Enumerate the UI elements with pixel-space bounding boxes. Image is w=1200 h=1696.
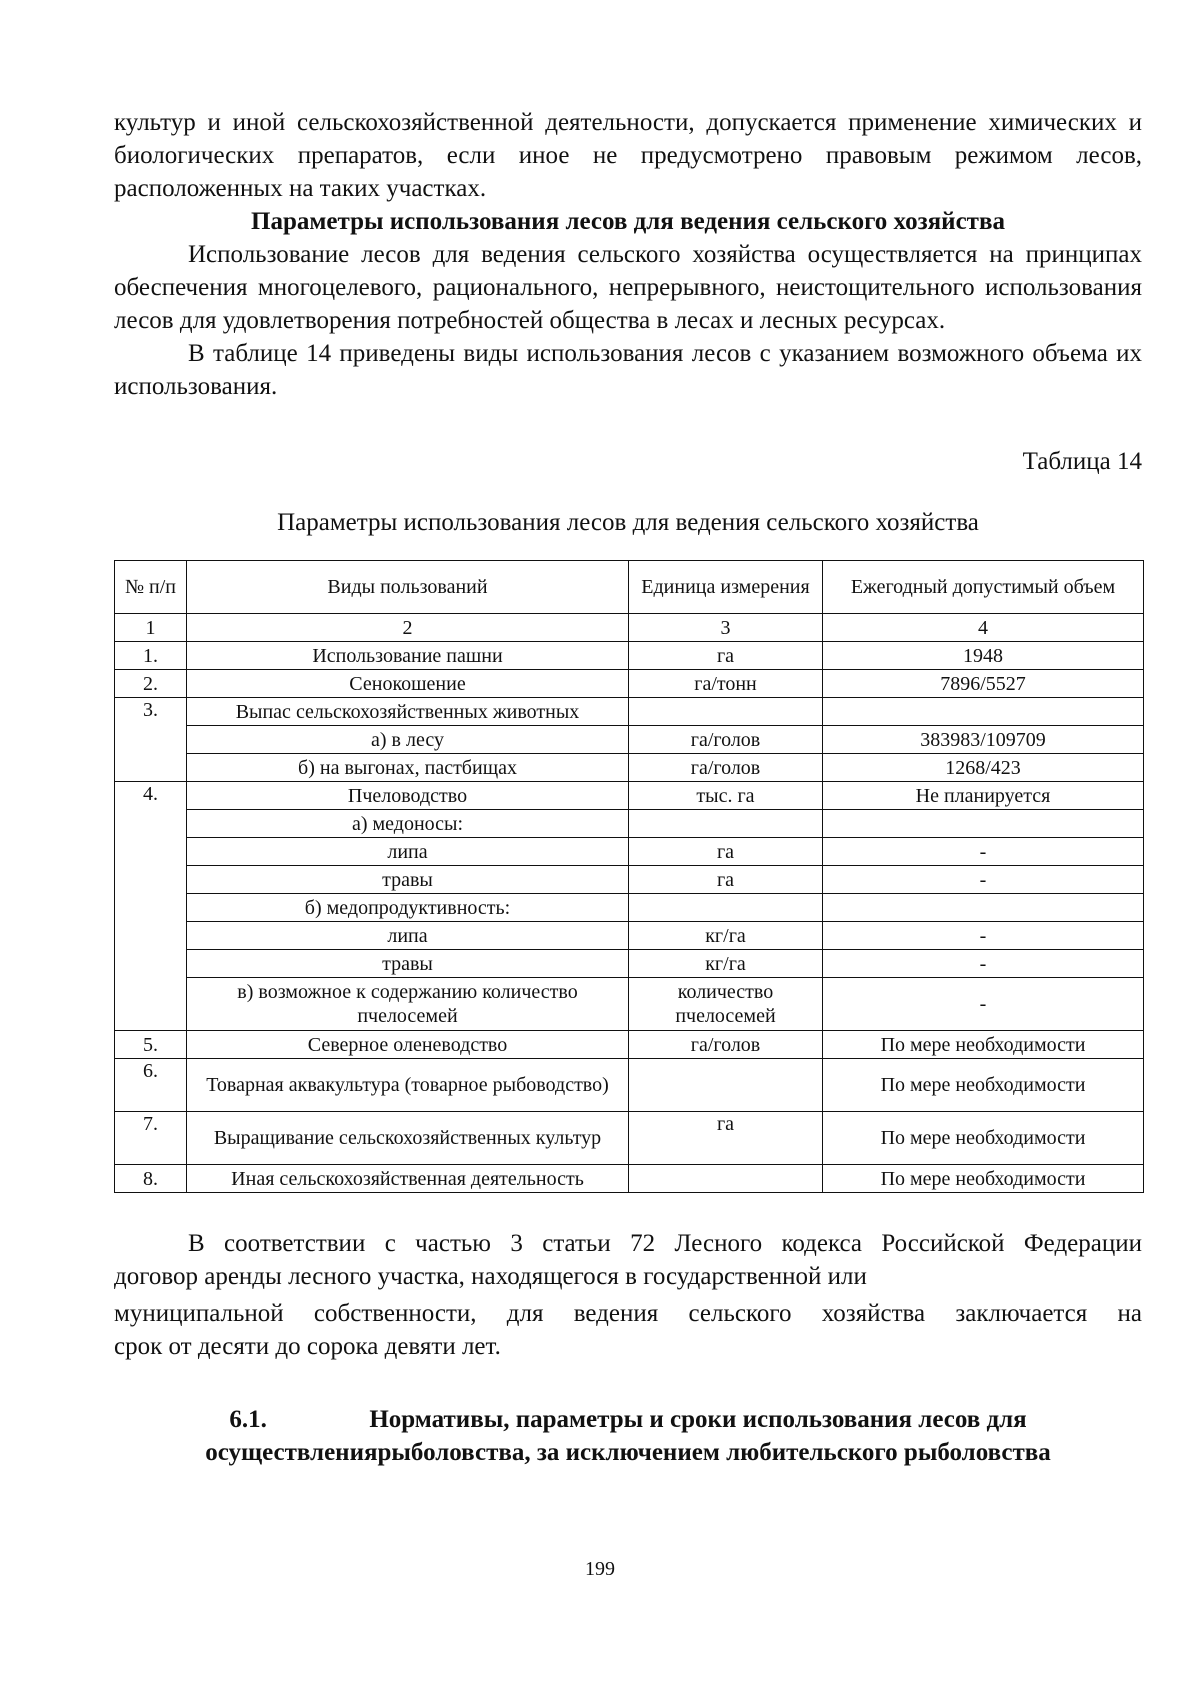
row-type: Использование пашни (187, 642, 629, 670)
row-volume: - (823, 978, 1144, 1031)
row-unit (629, 1165, 823, 1193)
row-type: Выращивание сельскохозяйственных культур (187, 1112, 629, 1165)
header-type: Виды пользований (187, 561, 629, 614)
col-number: 2 (187, 614, 629, 642)
table-row (115, 1031, 1144, 1059)
row-type: Сенокошение (187, 670, 629, 698)
table-title: Параметры использования лесов для ведения сельского хозяйства (277, 509, 979, 536)
intro-paragraph: культур и иной сельскохозяйственной деятельности, допускается применение химических и биологических препаратов, если иное не предусмотрено правовым режимом лесов, расположенных на таких участках. (114, 109, 1142, 202)
row-type: травы (187, 950, 629, 978)
row-unit: га (629, 866, 823, 894)
row-type: Выпас сельскохозяйственных животных (187, 698, 629, 726)
section-title-text: Нормативы, параметры и сроки использования лесов для (369, 1406, 1027, 1433)
table-row (115, 782, 1144, 810)
section-heading (114, 1403, 1142, 1469)
table-row (115, 698, 1144, 726)
text-line: срок от десяти до сорока девяти лет. (114, 1333, 501, 1360)
row-unit: га (629, 1112, 823, 1165)
text-line: договор аренды лесного участка, находящегося в государственной или (114, 1263, 867, 1290)
col-number: 3 (629, 614, 823, 642)
table-row (115, 1112, 1144, 1165)
row-num: 3. (115, 698, 187, 782)
row-volume: - (823, 866, 1144, 894)
row-num: 6. (115, 1059, 187, 1112)
section-title-line-1 (114, 1403, 1142, 1436)
row-num: 7. (115, 1112, 187, 1165)
section-number: 6.1. (229, 1406, 267, 1433)
row-num: 5. (115, 1031, 187, 1059)
row-type: Пчеловодство (187, 782, 629, 810)
paragraph-table-reference: В таблице 14 приведены виды использования лесов с указанием возможного объема их использования. (114, 340, 1142, 400)
row-volume: Не планируется (823, 782, 1144, 810)
section-subheading: Параметры использования лесов для ведения сельского хозяйства (251, 208, 1005, 235)
row-volume: 383983/109709 (823, 726, 1144, 754)
row-type: Товарная аквакультура (товарное рыбоводство) (187, 1059, 629, 1112)
row-unit: га/голов (629, 726, 823, 754)
paragraph-usage-principles: Использование лесов для ведения сельского хозяйства осуществляется на принципах обеспечения многоцелевого, рационального, непрерывного, неистощительного использования лесов для удовлетворения потребностей общества в лесах и лесных ресурсах. (114, 241, 1142, 334)
row-type: Северное оленеводство (187, 1031, 629, 1059)
table-header-row (115, 561, 1144, 614)
row-num: 4. (115, 782, 187, 1031)
header-num: № п/п (115, 561, 187, 614)
parameters-table (114, 560, 1144, 1193)
text-line: муниципальной собственности, для ведения сельского хозяйства заключается на (114, 1300, 1142, 1327)
table-row (115, 894, 1144, 922)
row-unit: кг/га (629, 950, 823, 978)
table-row (115, 754, 1144, 782)
row-type: а) в лесу (187, 726, 629, 754)
row-type: а) медоносы: (187, 810, 629, 838)
row-unit: кг/га (629, 922, 823, 950)
row-type: травы (187, 866, 629, 894)
row-unit: га/голов (629, 754, 823, 782)
table-row (115, 978, 1144, 1031)
page-number: 199 (585, 1558, 615, 1580)
row-unit (629, 698, 823, 726)
row-volume: По мере необходимости (823, 1059, 1144, 1112)
row-unit (629, 894, 823, 922)
table-row (115, 810, 1144, 838)
row-volume: - (823, 950, 1144, 978)
header-unit: Единица измерения (629, 561, 823, 614)
row-num: 8. (115, 1165, 187, 1193)
row-volume: По мере необходимости (823, 1031, 1144, 1059)
document-page (114, 106, 1142, 1469)
table-row (115, 1059, 1144, 1112)
column-number-row (115, 614, 1144, 642)
table-label: Таблица 14 (1022, 448, 1142, 475)
row-unit: га/голов (629, 1031, 823, 1059)
table-row (115, 1165, 1144, 1193)
row-volume: - (823, 838, 1144, 866)
table-row (115, 670, 1144, 698)
section-title-line-2: осуществлениярыболовства, за исключением любительского рыболовства (205, 1439, 1051, 1466)
table-row (115, 922, 1144, 950)
table-row (115, 950, 1144, 978)
table-row (115, 838, 1144, 866)
row-type: б) на выгонах, пастбищах (187, 754, 629, 782)
col-number: 1 (115, 614, 187, 642)
row-unit (629, 810, 823, 838)
table-row (115, 726, 1144, 754)
row-type: липа (187, 838, 629, 866)
row-num: 2. (115, 670, 187, 698)
row-type: в) возможное к содержанию количество пчелосемей (187, 978, 629, 1031)
row-type: липа (187, 922, 629, 950)
row-unit: га/тонн (629, 670, 823, 698)
row-volume: По мере необходимости (823, 1112, 1144, 1165)
row-unit: га (629, 838, 823, 866)
table-row (115, 642, 1144, 670)
row-unit: количество пчелосемей (629, 978, 823, 1031)
row-volume (823, 810, 1144, 838)
row-num: 1. (115, 642, 187, 670)
row-unit (629, 1059, 823, 1112)
row-type: Иная сельскохозяйственная деятельность (187, 1165, 629, 1193)
row-volume (823, 698, 1144, 726)
row-unit: га (629, 642, 823, 670)
row-unit: тыс. га (629, 782, 823, 810)
row-volume: 1948 (823, 642, 1144, 670)
row-type: б) медопродуктивность: (187, 894, 629, 922)
row-volume: 7896/5527 (823, 670, 1144, 698)
table-row (115, 866, 1144, 894)
row-volume: 1268/423 (823, 754, 1144, 782)
row-volume: По мере необходимости (823, 1165, 1144, 1193)
row-volume (823, 894, 1144, 922)
col-number: 4 (823, 614, 1144, 642)
lease-term-paragraph (114, 1227, 1142, 1363)
header-volume: Ежегодный допустимый объем (823, 561, 1144, 614)
row-volume: - (823, 922, 1144, 950)
text-line: В соответствии с частью 3 статьи 72 Лесного кодекса Российской Федерации (188, 1230, 1142, 1257)
